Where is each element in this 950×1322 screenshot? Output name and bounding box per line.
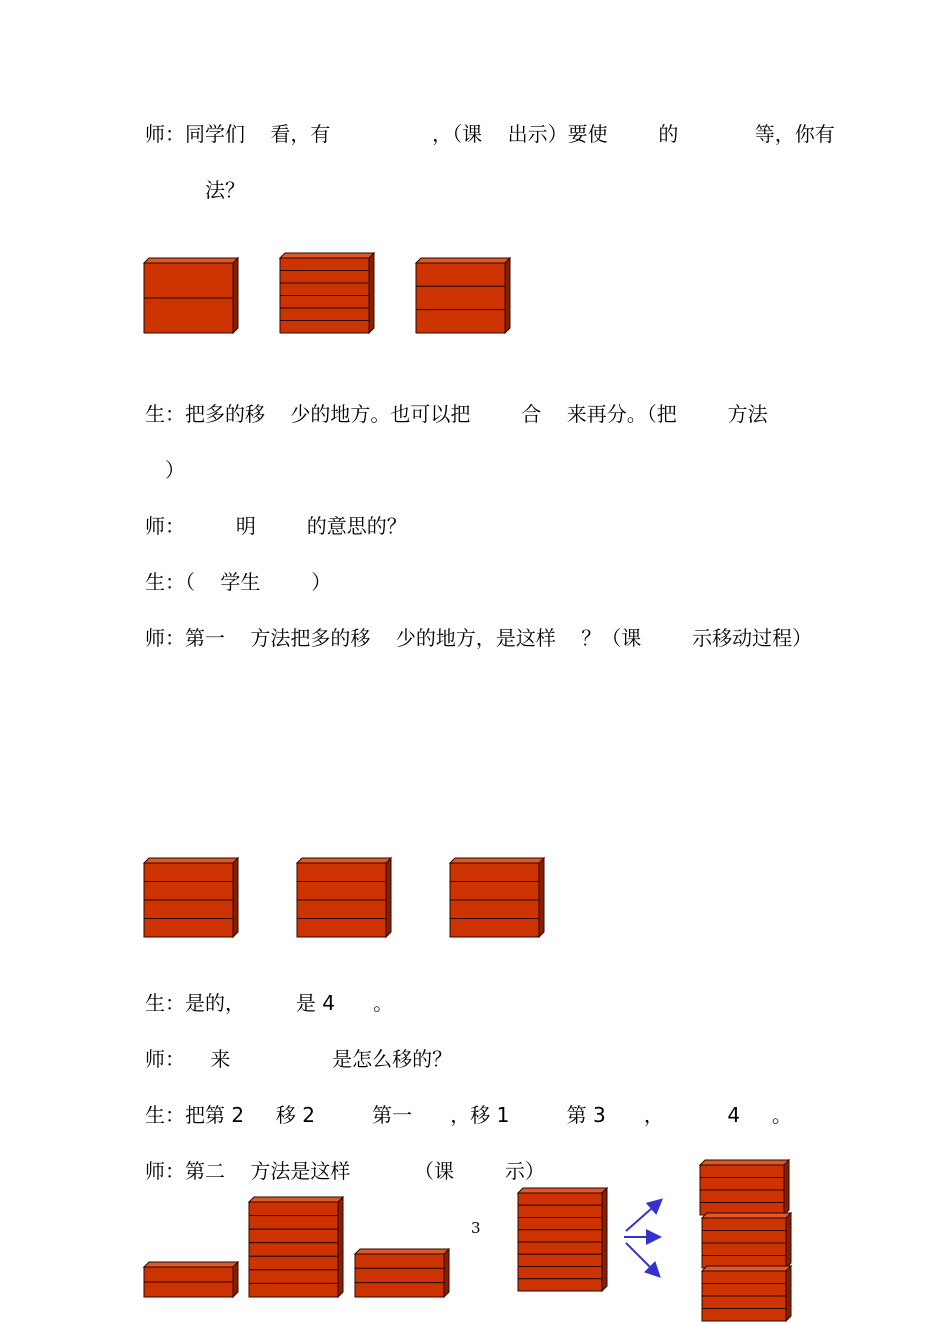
brick [249,1243,338,1257]
brick-side-face [505,258,510,333]
brick [416,263,505,286]
brick [518,1254,602,1266]
brick-stack-row2-c [450,858,545,938]
brick [144,919,233,938]
brick-side-face [786,1213,791,1268]
brick-stack-row2-a [144,858,239,938]
line-teacher-2: 师： 明 的意思的？ [145,514,407,538]
brick [518,1205,602,1217]
brick-side-face [369,253,374,333]
brick-stack-row1-b [280,253,375,334]
brick-top-face [297,858,391,863]
brick [249,1283,338,1297]
brick-top-face [700,1160,789,1165]
brick-stack-split-a [700,1160,790,1216]
brick-side-face [233,1262,238,1297]
brick-side-face [233,258,238,333]
brick [144,882,233,901]
brick [144,1282,233,1297]
line-student-4: 生：把第 2 移 2 第一 ，移 1 第 3 ， 4 。 [145,1103,792,1127]
brick [144,863,233,882]
line-teacher-5: 师：第二 方法是这样 （课 示） [145,1159,545,1183]
brick-stack-row1-c [416,258,511,334]
brick-stack-row3-b [249,1197,344,1298]
brick [702,1231,786,1244]
line-teacher-3: 师：第一 方法把多的移 少的地方，是这样 ？（课 示移动过程） [145,626,813,650]
line-student-3: 生：是的， 是 4 。 [145,991,394,1015]
brick-top-face [702,1266,791,1271]
line-teacher-1-cont: 法？ [205,178,245,202]
brick-top-face [144,258,238,263]
brick [450,900,539,919]
brick [518,1279,602,1291]
brick-stack-row3-a [144,1262,239,1298]
brick [450,882,539,901]
split-arrows-icon [620,1195,672,1285]
brick [518,1267,602,1279]
line-student-1: 生：把多的移 少的地方。也可以把 合 来再分。（把 方法 [145,402,768,426]
brick [450,863,539,882]
brick-top-face [355,1249,449,1254]
brick-top-face [702,1213,791,1218]
brick [280,271,369,284]
brick [518,1230,602,1242]
brick-stack-split-b [702,1213,792,1269]
brick [518,1218,602,1230]
brick [702,1284,786,1297]
brick [700,1178,784,1191]
brick [700,1165,784,1178]
brick [416,286,505,309]
brick [144,1267,233,1282]
brick [144,900,233,919]
brick-side-face [338,1197,343,1297]
brick-stack-split-c [702,1266,792,1322]
brick-side-face [444,1249,449,1297]
brick [297,882,386,901]
brick [355,1268,444,1282]
brick [280,258,369,271]
brick [702,1296,786,1309]
brick [144,263,233,298]
brick [249,1270,338,1284]
brick-side-face [786,1266,791,1321]
page-number: 3 [471,1219,481,1237]
brick [450,919,539,938]
brick-stack-row3-c [355,1249,450,1298]
brick [518,1242,602,1254]
brick [297,919,386,938]
brick [280,283,369,296]
brick [280,308,369,321]
line-teacher-1: 师：同学们 看，有 ，（课 出示）要使 的 等，你有 [145,122,835,146]
brick [702,1271,786,1284]
line-teacher-4: 师： 来 是怎么移的？ [145,1047,453,1071]
brick-top-face [518,1188,607,1193]
brick [355,1254,444,1268]
brick [249,1202,338,1216]
brick-top-face [144,858,238,863]
brick-side-face [539,858,544,937]
brick-top-face [280,253,374,258]
brick [702,1243,786,1256]
brick-side-face [386,858,391,937]
line-student-2: 生：（ 学生 ） [145,570,332,594]
brick [280,296,369,309]
brick [355,1283,444,1297]
brick [144,298,233,333]
brick-top-face [416,258,510,263]
brick [518,1193,602,1205]
brick-side-face [784,1160,789,1215]
brick [702,1218,786,1231]
brick [280,321,369,334]
brick-stack-row2-b [297,858,392,938]
brick [249,1229,338,1243]
line-student-1-cont: ） [165,458,185,482]
brick [700,1190,784,1203]
brick-top-face [249,1197,343,1202]
brick-side-face [233,858,238,937]
brick [249,1256,338,1270]
brick [297,900,386,919]
brick [702,1309,786,1322]
brick [416,310,505,333]
brick-top-face [144,1262,238,1267]
brick-top-face [450,858,544,863]
brick-stack-combined [518,1188,608,1292]
brick-stack-row1-a [144,258,239,334]
brick-side-face [602,1188,607,1291]
brick [297,863,386,882]
brick [249,1216,338,1230]
